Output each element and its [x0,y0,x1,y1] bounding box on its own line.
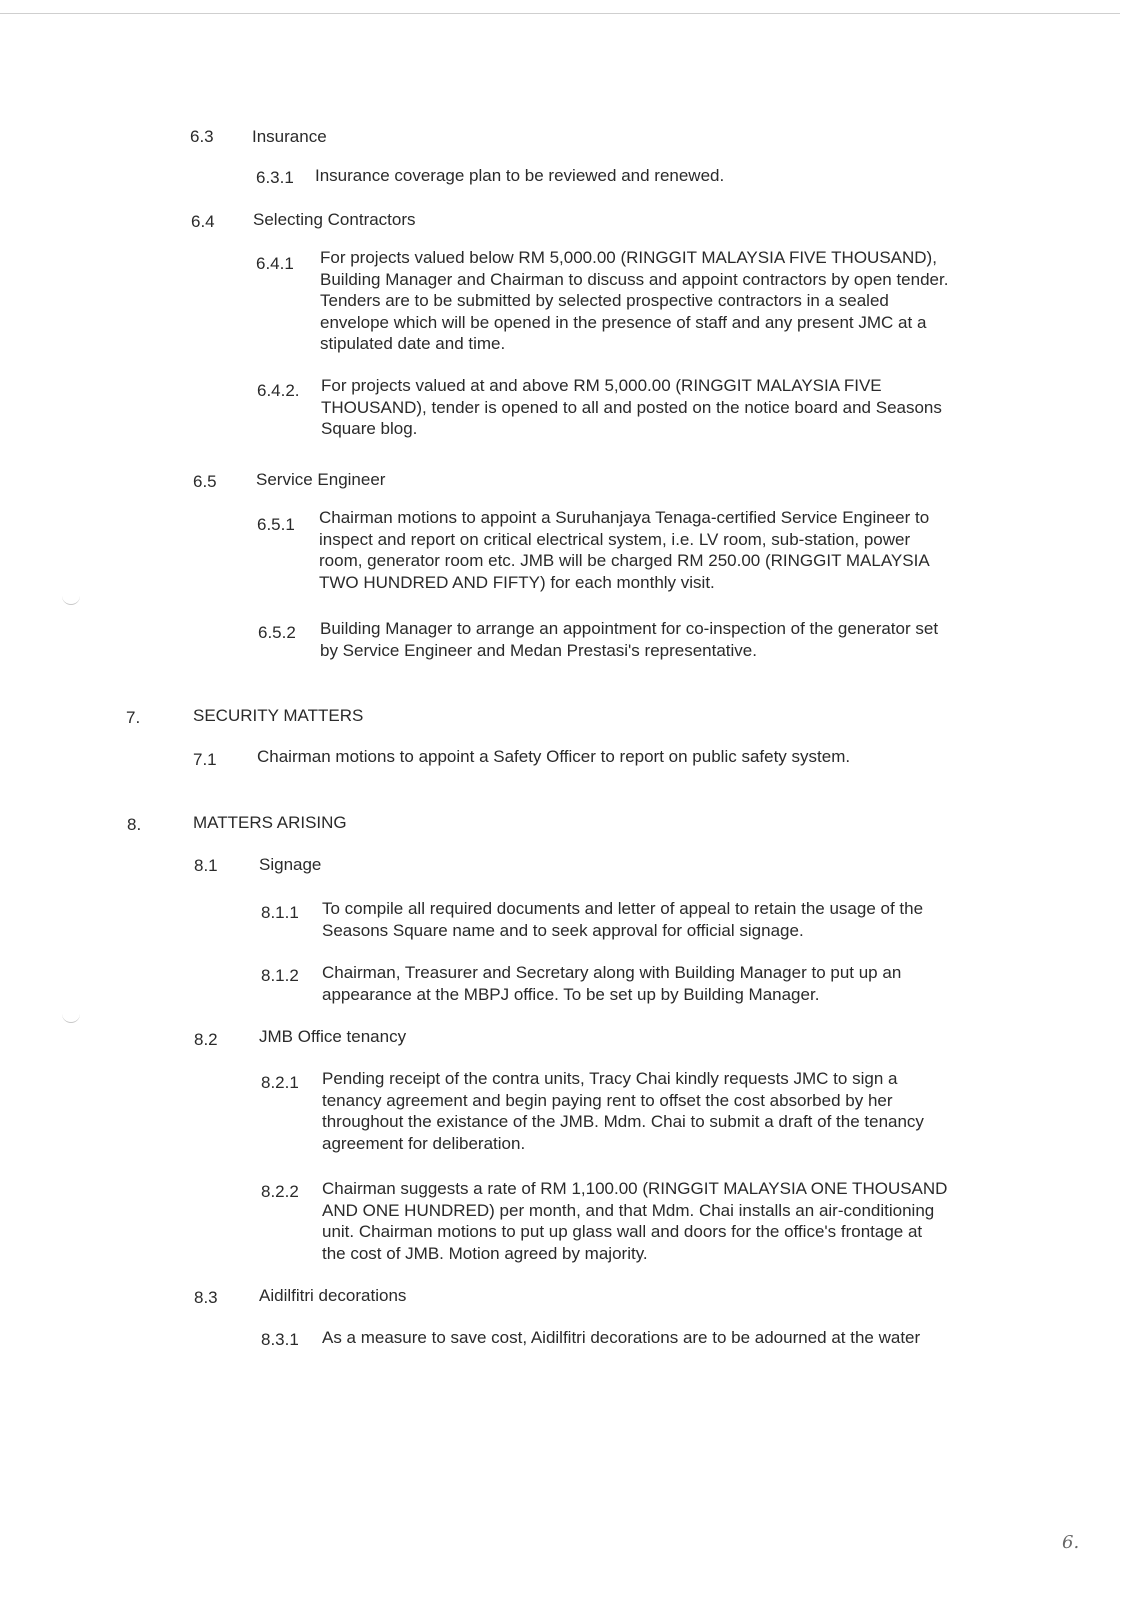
text-line: For projects valued at and above RM 5,000.00 (RINGGIT MALAYSIA FIVE [321,376,882,395]
item-paragraph [322,1068,924,1154]
section-title: Aidilfitri decorations [259,1286,407,1305]
scan-edge-line [0,13,1120,14]
section-title: JMB Office tenancy [259,1027,407,1046]
item-paragraph [320,247,948,355]
section-number: 8.1 [194,856,218,875]
section-title: Signage [259,855,322,874]
text-line: Seasons Square name and to seek approval for official signage. [322,920,804,940]
section-title: Selecting Contractors [253,210,416,229]
item-number: 8.2.1 [261,1073,299,1092]
section-number: 6.5 [193,472,217,491]
scan-mark [62,596,80,605]
text-line: unit. Chairman motions to put up glass wall and doors for the office's frontage at [322,1222,923,1241]
text-line: by Service Engineer and Medan Prestasi's representative. [320,640,757,660]
text-line: TWO HUNDRED AND FIFTY) for each monthly visit. [319,572,715,592]
text-line: THOUSAND), tender is opened to all and posted on the notice board and Seasons [321,397,942,417]
item-paragraph [321,375,942,440]
text-line: room, generator room etc. JMB will be charged RM 250.00 (RINGGIT MALAYSIA [319,551,930,570]
section-number: 8. [127,815,142,834]
text-line: For projects valued below RM 5,000.00 (RINGGIT MALAYSIA FIVE THOUSAND), [320,248,937,267]
text-line: stipulated date and time. [320,334,506,353]
section-title: SECURITY MATTERS [193,706,364,725]
scan-mark [62,1014,80,1023]
text-line: appearance at the MBPJ office. To be set up by Building Manager. [322,984,820,1004]
item-number: 6.5.1 [257,515,295,534]
text-line: As a measure to save cost, Aidilfitri decorations are to be adourned at the water [322,1328,921,1347]
item-number: 8.1.1 [261,903,299,922]
text-line: envelope which will be opened in the presence of staff and any present JMC at a [320,312,927,332]
item-paragraph [322,1178,947,1264]
item-text: Chairman motions to appoint a Safety Officer to report on public safety system. [257,747,851,766]
section-number: 6.4 [191,212,215,231]
item-text: Insurance coverage plan to be reviewed and renewed. [315,166,725,185]
page-number: 6. [1062,1532,1080,1553]
item-paragraph [319,507,930,593]
item-paragraph [322,898,923,941]
text-line: Tenders are to be submitted by selected prospective contractors in a sealed [320,291,889,310]
text-line: Pending receipt of the contra units, Tracy Chai kindly requests JMC to sign a [322,1069,898,1088]
text-line: the cost of JMB. Motion agreed by majority. [322,1243,648,1263]
text-line: Square blog. [321,419,418,438]
section-title: Insurance [252,127,327,146]
section-title: Service Engineer [256,470,386,489]
item-paragraph [322,1327,920,1349]
item-number: 7.1 [193,750,217,769]
section-title: MATTERS ARISING [193,813,347,832]
text-line: tenancy agreement and begin paying rent to offset the cost absorbed by her [322,1090,893,1110]
item-number: 6.4.1 [256,254,294,273]
item-number: 8.1.2 [261,966,299,985]
item-paragraph [320,618,938,661]
text-line: Chairman, Treasurer and Secretary along with Building Manager to put up an [322,963,902,982]
section-number: 8.2 [194,1030,218,1049]
item-number: 6.5.2 [258,623,296,642]
section-number: 8.3 [194,1288,218,1307]
text-line: To compile all required documents and letter of appeal to retain the usage of the [322,899,924,918]
text-line: inspect and report on critical electrical system, i.e. LV room, sub-station, power [319,529,911,549]
section-number: 6.3 [190,127,214,146]
item-paragraph [322,962,901,1005]
text-line: AND ONE HUNDRED) per month, and that Mdm. Chai installs an air-conditioning [322,1200,935,1220]
text-line: Building Manager and Chairman to discuss and appoint contractors by open tender. [320,269,949,289]
text-line: Chairman suggests a rate of RM 1,100.00 (RINGGIT MALAYSIA ONE THOUSAND [322,1179,948,1198]
text-line: Building Manager to arrange an appointment for co-inspection of the generator set [320,619,939,638]
item-number: 8.3.1 [261,1330,299,1349]
text-line: Chairman motions to appoint a Suruhanjaya Tenaga-certified Service Engineer to [319,508,930,527]
text-line: agreement for deliberation. [322,1133,526,1153]
text-line: throughout the existance of the JMB. Mdm. Chai to submit a draft of the tenancy [322,1112,924,1131]
item-number: 6.4.2. [257,381,300,400]
section-number: 7. [126,708,141,727]
item-number: 6.3.1 [256,168,294,187]
item-number: 8.2.2 [261,1182,299,1201]
